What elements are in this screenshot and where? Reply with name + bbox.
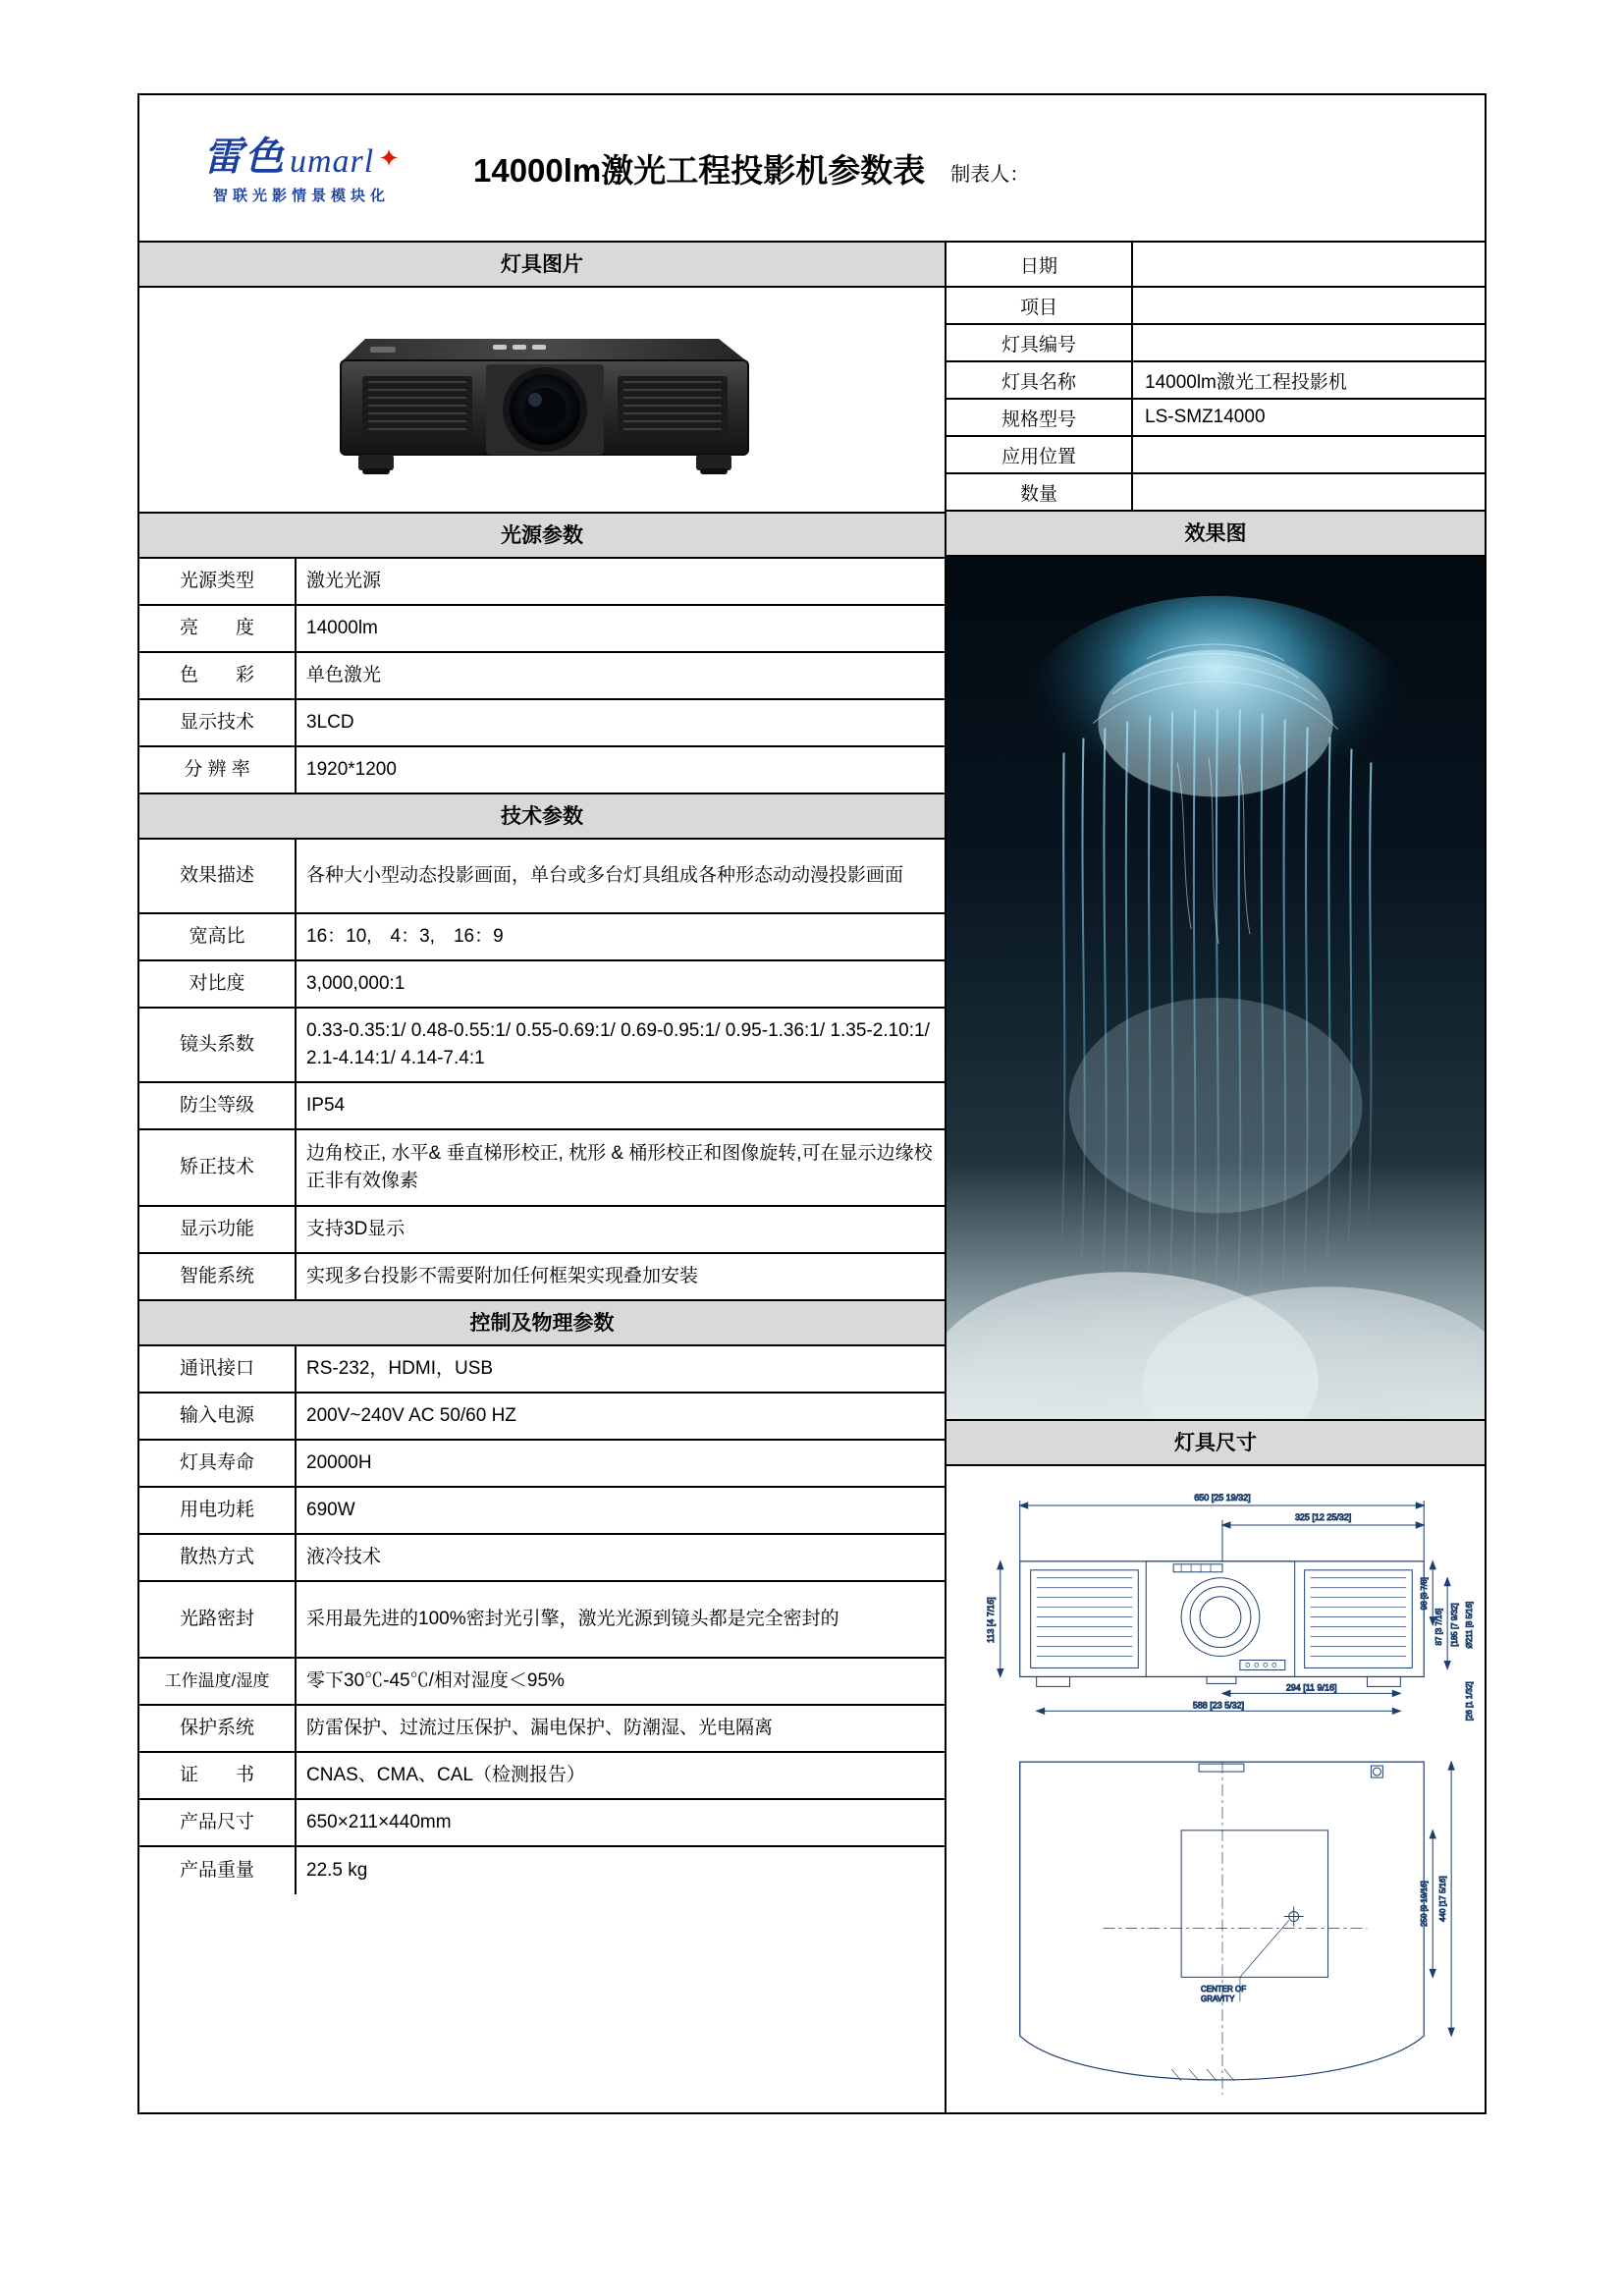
- table-row: [139, 1488, 945, 1535]
- section-lamp-dimension: 灯具尺寸: [947, 1421, 1485, 1466]
- table-row: [139, 1130, 945, 1207]
- cog-label-line2: GRAVITY: [1201, 1995, 1235, 2004]
- row-value: 防雷保护、过流过压保护、漏电保护、防潮湿、光电隔离: [306, 1718, 774, 1739]
- row-value: RS-232，HDMI，USB: [306, 1358, 494, 1380]
- info-label: 灯具编号: [947, 325, 1133, 360]
- sheet-body: [139, 243, 1485, 2112]
- title-area: [463, 145, 1485, 191]
- info-row: [947, 243, 1485, 288]
- row-label: 工作温度/湿度: [139, 1659, 297, 1704]
- row-label: 显示技术: [139, 700, 297, 745]
- table-row: [139, 840, 945, 914]
- water-light-effect-illustration: [947, 557, 1485, 1419]
- table-row: [139, 1535, 945, 1582]
- row-label: 证 书: [139, 1753, 297, 1798]
- info-label: 数量: [947, 474, 1133, 510]
- row-label: 宽高比: [139, 914, 297, 959]
- row-value: 650×211×440mm: [306, 1812, 452, 1833]
- table-row: [139, 1659, 945, 1706]
- row-value: 1920*1200: [306, 759, 397, 781]
- dimension-drawing-svg: [947, 1466, 1485, 2112]
- right-column: [947, 243, 1485, 2112]
- spec-sheet: [137, 93, 1487, 2114]
- row-label: 防尘等级: [139, 1083, 297, 1128]
- section-effect-image: 效果图: [947, 512, 1485, 557]
- row-value: 采用最先进的100%密封光引擎，激光光源到镜头都是完全密封的: [306, 1608, 839, 1629]
- table-row: [139, 1083, 945, 1130]
- star-icon: ✦: [378, 142, 401, 173]
- row-value: 20000H: [306, 1452, 372, 1474]
- section-light-source: 光源参数: [139, 514, 945, 559]
- table-row: [139, 1207, 945, 1254]
- info-label: 项目: [947, 288, 1133, 323]
- table-row: [139, 559, 945, 606]
- info-row: [947, 362, 1485, 400]
- row-label: 灯具寿命: [139, 1441, 297, 1486]
- table-row: [139, 1254, 945, 1301]
- dim-plan-440: 440 [17 5/16]: [1438, 1876, 1448, 1922]
- table-row: [139, 606, 945, 653]
- row-label: 显示功能: [139, 1207, 297, 1252]
- info-value: [1133, 474, 1485, 510]
- cog-label-line1: CENTER OF: [1201, 1985, 1247, 1995]
- info-row: [947, 288, 1485, 325]
- section-control-physical: 控制及物理参数: [139, 1301, 945, 1346]
- row-label: 散热方式: [139, 1535, 297, 1580]
- row-value: 14000lm: [306, 618, 378, 639]
- dim-right-211: Ø211 [8 5/16]: [1465, 1601, 1475, 1649]
- row-value: CNAS、CMA、CAL（检测报告）: [306, 1765, 585, 1786]
- dim-bottom-588: 588 [23 5/32]: [1192, 1700, 1245, 1711]
- row-label: 对比度: [139, 961, 297, 1007]
- row-label: 光路密封: [139, 1582, 297, 1657]
- logo-chinese-text: 雷色: [202, 133, 286, 180]
- info-value: [1133, 243, 1485, 286]
- info-row: [947, 325, 1485, 362]
- row-value: 实现多台投影不需要附加任何框架实现叠加安装: [306, 1266, 699, 1287]
- logo-wordmark: [202, 133, 401, 180]
- row-label: 亮 度: [139, 606, 297, 651]
- dim-bottom-294: 294 [11 9/16]: [1285, 1682, 1337, 1693]
- row-value: 边角校正, 水平& 垂直梯形校正, 枕形 & 桶形校正和图像旋转,可在显示边缘校正非有效像素: [306, 1142, 933, 1191]
- table-row: [139, 747, 945, 794]
- row-label: 用电功耗: [139, 1488, 297, 1533]
- row-label: 矫正技术: [139, 1130, 297, 1205]
- table-row: [139, 1582, 945, 1659]
- info-value: LS-SMZ14000: [1145, 407, 1266, 427]
- logo-english-text: umarl: [289, 142, 375, 180]
- row-value: 激光光源: [306, 571, 382, 592]
- effect-photo: [947, 557, 1485, 1421]
- dim-right-26: [26 [1 1/32]: [1465, 1681, 1475, 1722]
- info-label: 灯具名称: [947, 362, 1133, 398]
- dim-top-half: 325 [12 25/32]: [1294, 1512, 1352, 1522]
- row-value: 单色激光: [306, 665, 382, 686]
- logo-slogan: 智联光影情景模块化: [212, 187, 390, 204]
- table-row: [139, 1706, 945, 1753]
- row-label: 色 彩: [139, 653, 297, 698]
- info-value: [1133, 325, 1485, 360]
- info-row: [947, 437, 1485, 474]
- row-value: 3,000,000:1: [306, 973, 406, 995]
- table-row: [139, 1800, 945, 1847]
- row-value: 零下30℃-45℃/相对湿度＜95%: [306, 1670, 565, 1692]
- row-value: 22.5 kg: [306, 1860, 368, 1882]
- row-label: 分 辨 率: [139, 747, 297, 793]
- projector-illustration: [311, 301, 773, 498]
- row-label: 光源类型: [139, 559, 297, 604]
- dimension-drawing: [947, 1466, 1485, 2112]
- table-row: [139, 1847, 945, 1894]
- dim-left-height: 113 [4 7/16]: [985, 1597, 996, 1643]
- row-label: 效果描述: [139, 840, 297, 912]
- info-value: [1133, 288, 1485, 323]
- dim-plan-250: 250 [9 19/16]: [1420, 1881, 1430, 1927]
- section-tech-params: 技术参数: [139, 794, 945, 840]
- maker-label: 制表人：: [950, 163, 1030, 186]
- table-row: [139, 961, 945, 1009]
- row-label: 输入电源: [139, 1394, 297, 1439]
- info-value: 14000lm激光工程投影机: [1145, 371, 1347, 393]
- info-row: [947, 474, 1485, 512]
- brand-logo: [139, 95, 463, 241]
- row-label: 产品重量: [139, 1847, 297, 1894]
- row-value: 液冷技术: [306, 1547, 382, 1568]
- info-row: [947, 400, 1485, 437]
- table-row: [139, 1346, 945, 1394]
- table-row: [139, 700, 945, 747]
- table-row: [139, 1394, 945, 1441]
- info-label: 规格型号: [947, 400, 1133, 435]
- row-value: 16：10, 4：3, 16：9: [306, 926, 504, 948]
- row-value: 支持3D显示: [306, 1219, 406, 1240]
- dim-right-185: [185 [7 9/32]: [1450, 1603, 1460, 1647]
- left-column: [139, 243, 947, 2112]
- dim-right-98: 98 [3 7/8]: [1420, 1577, 1430, 1611]
- row-value: IP54: [306, 1095, 346, 1117]
- section-lamp-picture: 灯具图片: [139, 243, 945, 288]
- row-value: 3LCD: [306, 712, 354, 734]
- row-label: 镜头系数: [139, 1009, 297, 1081]
- dim-right-87: 87 [3 7/16]: [1434, 1608, 1444, 1646]
- row-label: 智能系统: [139, 1254, 297, 1299]
- dim-top-total: 650 [25 19/32]: [1194, 1493, 1251, 1503]
- row-value: 各种大小型动态投影画面，单台或多台灯具组成各种形态动动漫投影画面: [306, 864, 904, 886]
- table-row: [139, 1009, 945, 1083]
- row-value: 690W: [306, 1500, 355, 1521]
- info-value: [1133, 437, 1485, 472]
- table-row: [139, 1753, 945, 1800]
- row-value: 200V~240V AC 50/60 HZ: [306, 1405, 516, 1427]
- sheet-header: [139, 95, 1485, 243]
- row-label: 产品尺寸: [139, 1800, 297, 1845]
- product-photo: [139, 288, 945, 514]
- info-label: 应用位置: [947, 437, 1133, 472]
- table-row: [139, 914, 945, 961]
- row-value: 0.33-0.35:1/ 0.48-0.55:1/ 0.55-0.69:1/ 0.69-0.95:1/ 0.95-1.36:1/ 1.35-2.10:1/ 2.1-4.14:1/ 4.14-7.4:1: [306, 1019, 930, 1068]
- table-row: [139, 653, 945, 700]
- table-row: [139, 1441, 945, 1488]
- row-label: 保护系统: [139, 1706, 297, 1751]
- info-label: 日期: [947, 243, 1133, 286]
- page-title: 14000lm激光工程投影机参数表: [473, 151, 926, 189]
- row-label: 通讯接口: [139, 1346, 297, 1392]
